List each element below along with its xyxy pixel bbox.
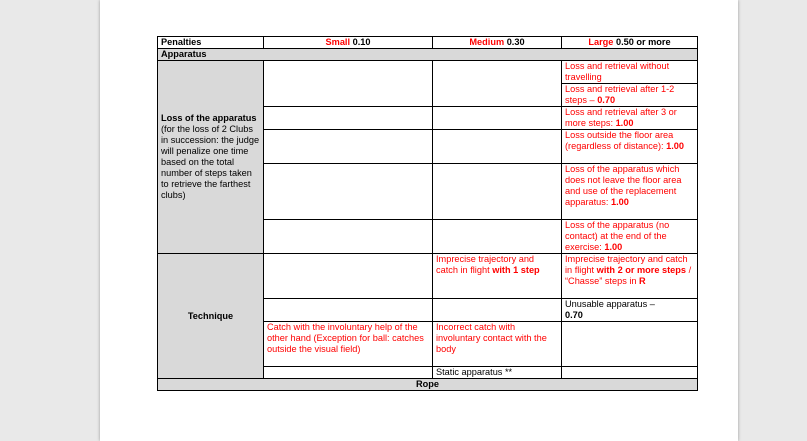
empty-cell [264, 61, 433, 107]
loss-of-apparatus-cell [158, 61, 264, 254]
penalties-table [157, 36, 698, 391]
empty-cell [264, 367, 433, 379]
empty-cell [433, 130, 562, 164]
empty-cell [264, 164, 433, 220]
empty-cell [264, 107, 433, 130]
empty-cell [433, 107, 562, 130]
empty-cell [433, 61, 562, 107]
section-row-apparatus [158, 49, 698, 61]
technique-large-2: Unusable apparatus – 0.70 [562, 299, 698, 322]
empty-cell [433, 299, 562, 322]
empty-cell [433, 164, 562, 220]
technique-large-1: Imprecise trajectory and catch in flight with 2 or more steps / “Chasse” steps in R [562, 254, 698, 299]
empty-cell [562, 322, 698, 367]
empty-cell [264, 299, 433, 322]
empty-cell [433, 220, 562, 254]
technique-medium-1: Imprecise trajectory and catch in flight with 1 step [433, 254, 562, 299]
technique-row [158, 254, 698, 299]
technique-small-3: Catch with the involuntary help of the other hand (Exception for ball: catches outside the visual field) [264, 322, 433, 367]
header-row [158, 37, 698, 49]
loss-item-4: Loss outside the floor area (regardless of distance): 1.00 [562, 130, 698, 164]
empty-cell [264, 254, 433, 299]
technique-medium-3: Incorrect catch with involuntary contact with the body [433, 322, 562, 367]
empty-cell [264, 130, 433, 164]
loss-note: (for the loss of 2 Clubs in succession: the judge will penalize one time based on the total number of steps taken to retrieve the farthest clubs) [161, 124, 260, 200]
section-rope: Rope [158, 379, 698, 391]
loss-row [158, 61, 698, 84]
header-penalties: Penalties [158, 37, 264, 49]
empty-cell [562, 367, 698, 379]
loss-title: Loss of the apparatus [161, 113, 257, 123]
section-row-rope [158, 379, 698, 391]
loss-item-5: Loss of the apparatus which does not leave the floor area and use of the replacement apparatus: 1.00 [562, 164, 698, 220]
loss-item-6: Loss of the apparatus (no contact) at the end of the exercise: 1.00 [562, 220, 698, 254]
loss-item-2: Loss and retrieval after 1-2 steps – 0.70 [562, 84, 698, 107]
empty-cell [264, 220, 433, 254]
loss-item-3: Loss and retrieval after 3 or more steps: 1.00 [562, 107, 698, 130]
document-page [100, 0, 738, 441]
header-large: Large 0.50 or more [562, 37, 698, 49]
header-medium: Medium 0.30 [433, 37, 562, 49]
loss-item-1: Loss and retrieval without travelling [562, 61, 698, 84]
section-apparatus: Apparatus [158, 49, 698, 61]
technique-medium-4: Static apparatus ** [433, 367, 562, 379]
header-small: Small 0.10 [264, 37, 433, 49]
technique-cell: Technique [158, 254, 264, 379]
